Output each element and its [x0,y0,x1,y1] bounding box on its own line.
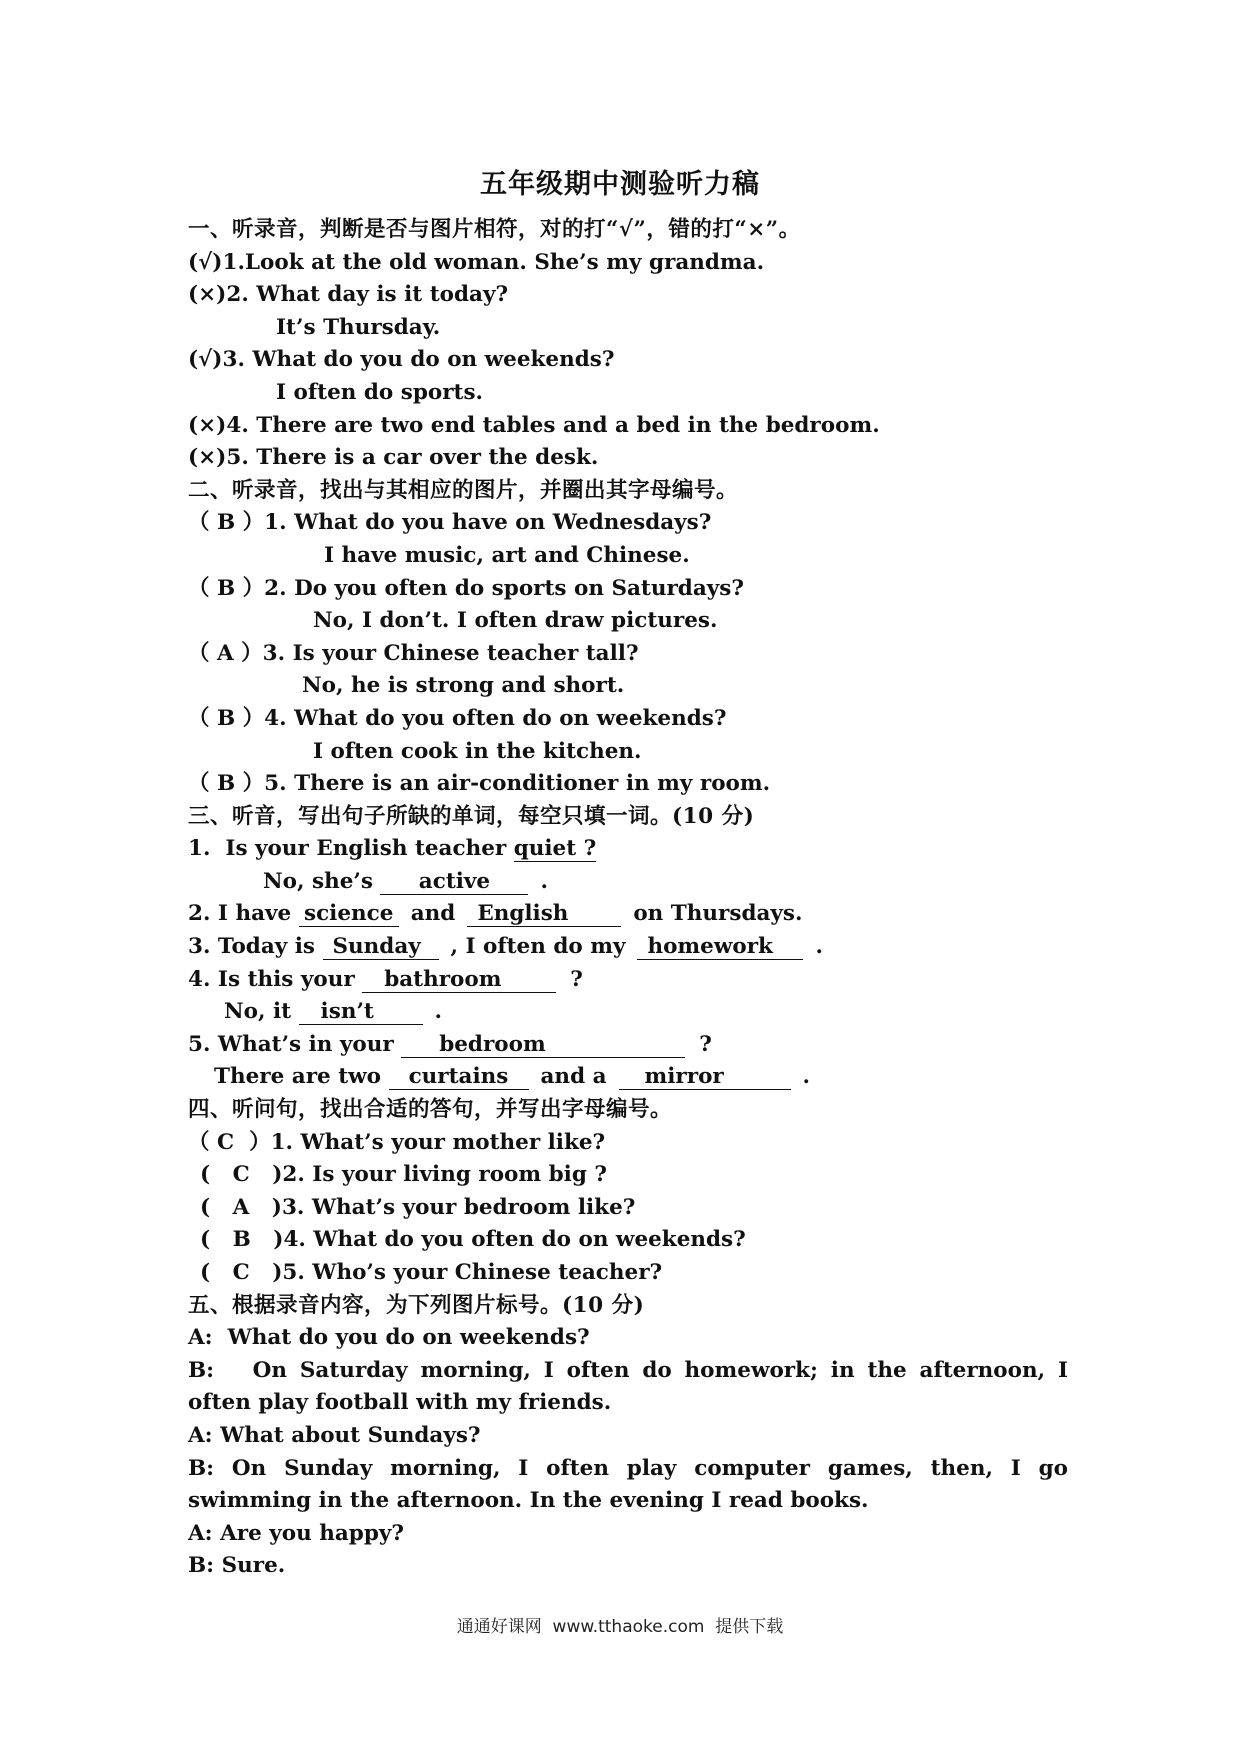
s2-item-4-mark: （ B ） [188,705,265,731]
s1-item-5-mark: (×) [188,445,227,471]
s1-item-3-answer: I often do sports. [276,379,484,405]
s1-item-3-mark: (√) [188,347,223,373]
s3-q1-resp-pre: No, she’s [263,868,381,894]
s3-q1 [188,833,1068,866]
s2-item-3-mark: （ A ） [188,640,263,666]
s2-item-1 [188,507,1068,540]
s3-q5-resp-blank1: curtains [389,1065,529,1090]
s4-item-3-text: 3. What’s your bedroom like? [281,1194,636,1220]
s3-q4-pre: 4. Is this your [188,966,363,992]
s2-item-2-answer: No, I don’t. I often draw pictures. [313,608,718,634]
s1-item-1-text: 1.Look at the old woman. She’s my grandma. [222,249,765,275]
s3-q2-blank1: science [299,902,399,927]
s3-q3-pre: 3. Today is [188,934,323,960]
s5-line-5: A: Are you happy? [188,1520,404,1546]
s1-item-3-text: 3. What do you do on weekends? [222,347,615,373]
s4-item-4-text: 4. What do you often do on weekends? [283,1227,746,1253]
s4-item-5-mark: ( C ) [200,1260,283,1285]
s3-q5-post: ? [699,1031,712,1057]
s1-item-2 [188,279,1068,312]
s2-item-3 [188,638,1068,671]
s5-line-4: B: On Sunday morning, I often play computer games, then, I go swimming in the afternoon. In the evening I read books. [188,1455,1068,1514]
s3-q4-post: ? [570,966,583,992]
s3-q4 [188,964,1068,997]
s1-item-1 [188,247,1068,280]
s4-item-5 [188,1257,1068,1290]
s1-item-2-answer: It’s Thursday. [276,314,441,340]
s2-item-2 [188,573,1068,606]
s3-q2-post: on Thursdays. [633,901,803,927]
s4-item-2-text: 2. Is your living room big ? [282,1162,607,1188]
s3-q1-resp-post: . [540,868,548,894]
s1-item-5 [188,442,1068,475]
s2-item-5-text: 5. There is an air-conditioner in my room. [264,771,771,797]
s1-item-2-text: 2. What day is it today? [226,282,509,308]
page-title: 五年级期中测验听力稿 [480,169,760,200]
s3-q5 [188,1029,1068,1062]
s3-q3-blank1: Sunday [323,935,439,960]
s3-q4-response [188,996,1068,1029]
s3-q2-pre: 2. I have [188,901,299,927]
section4-heading: 四、听问句，找出合适的答句，并写出字母编号。 [188,1097,673,1123]
s2-item-1-text: 1. What do you have on Wednesdays? [264,510,712,536]
s3-q1-response [188,866,1068,899]
s4-item-1 [188,1127,1068,1160]
s3-q3-blank2: homework [637,935,803,960]
s3-q3 [188,931,1068,964]
s2-item-5-mark: （ B ） [188,771,265,797]
s2-item-3-text: 3. Is your Chinese teacher tall? [262,640,639,666]
s4-item-2-mark: ( C ) [200,1162,283,1188]
s3-q4-resp-blank: isn’t [299,1000,423,1025]
s3-q4-resp-pre: No, it [224,999,299,1025]
s3-q5-resp-blank2: mirror [619,1065,791,1090]
s3-q3-post: . [815,934,823,960]
s3-q5-response [188,1061,1068,1094]
s1-item-2-mark: (×) [188,282,227,308]
s1-item-4 [188,410,1068,443]
s4-item-1-text: 1. What’s your mother like? [270,1129,606,1155]
s2-item-1-answer: I have music, art and Chinese. [324,542,690,568]
s4-item-1-mark: （ C ） [188,1129,271,1155]
s2-item-4 [188,703,1068,736]
s3-q5-blank: bedroom [401,1033,685,1058]
worksheet-content [188,214,1076,1583]
s3-q4-resp-post: . [434,999,443,1025]
s2-item-2-mark: （ B ） [188,575,265,601]
s1-item-3 [188,344,1068,377]
s2-item-4-text: 4. What do you often do on weekends? [264,705,727,731]
s3-q1-blank: quiet ? [513,836,597,862]
s1-item-5-text: 5. There is a car over the desk. [226,445,599,471]
s3-q1-pre: 1. Is your English teacher [188,836,514,862]
s3-q4-blank: bathroom [362,968,556,993]
s3-q3-mid: , I often do my [450,934,626,960]
s4-item-4-mark: ( B ) [200,1227,284,1253]
s2-item-3-answer: No, he is strong and short. [302,673,625,699]
s5-line-6: B: Sure. [188,1553,286,1579]
s4-item-2 [188,1159,1068,1192]
s3-q2-mid: and [410,901,456,927]
section1-heading: 一、听录音，判断是否与图片相符，对的打“√”，错的打“×”。 [188,217,801,242]
section3-heading: 三、听音，写出句子所缺的单词，每空只填一词。(10 分) [188,803,755,829]
s4-item-5-text: 5. Who’s your Chinese teacher? [282,1260,663,1285]
s1-item-4-mark: (×) [188,412,227,438]
s3-q5-pre: 5. What’s in your [188,1031,402,1057]
s4-item-3-mark: ( A ) [200,1194,282,1220]
s1-item-4-text: 4. There are two end tables and a bed in the bedroom. [226,412,880,438]
s3-q5-resp-pre: There are two [214,1064,389,1090]
s2-item-4-answer: I often cook in the kitchen. [313,738,642,764]
s4-item-4 [188,1224,1068,1257]
s4-item-3 [188,1192,1068,1225]
s3-q5-resp-mid: and a [540,1064,607,1090]
s2-item-2-text: 2. Do you often do sports on Saturdays? [264,575,744,601]
s1-item-1-mark: (√) [188,249,223,275]
s5-line-2: B: On Saturday morning, I often do homework; in the afternoon, I often play football with my friends. [188,1357,1076,1416]
s5-line-3: A: What about Sundays? [188,1422,481,1448]
section2-heading: 二、听录音，找出与其相应的图片，并圈出其字母编号。 [188,477,739,503]
section5-heading: 五、根据录音内容，为下列图片标号。(10 分) [188,1292,645,1318]
s3-q1-resp-blank: active [380,870,528,895]
s3-q2-blank2: English [467,902,621,927]
s2-item-1-mark: （ B ） [188,510,265,536]
s5-line-1: A: What do you do on weekends? [188,1325,590,1351]
s3-q2 [188,898,1068,931]
s3-q5-resp-post: . [802,1064,811,1090]
s2-item-5 [188,768,1068,801]
footer-source: 通通好课网 www.tthaoke.com 提供下载 [456,1617,784,1637]
